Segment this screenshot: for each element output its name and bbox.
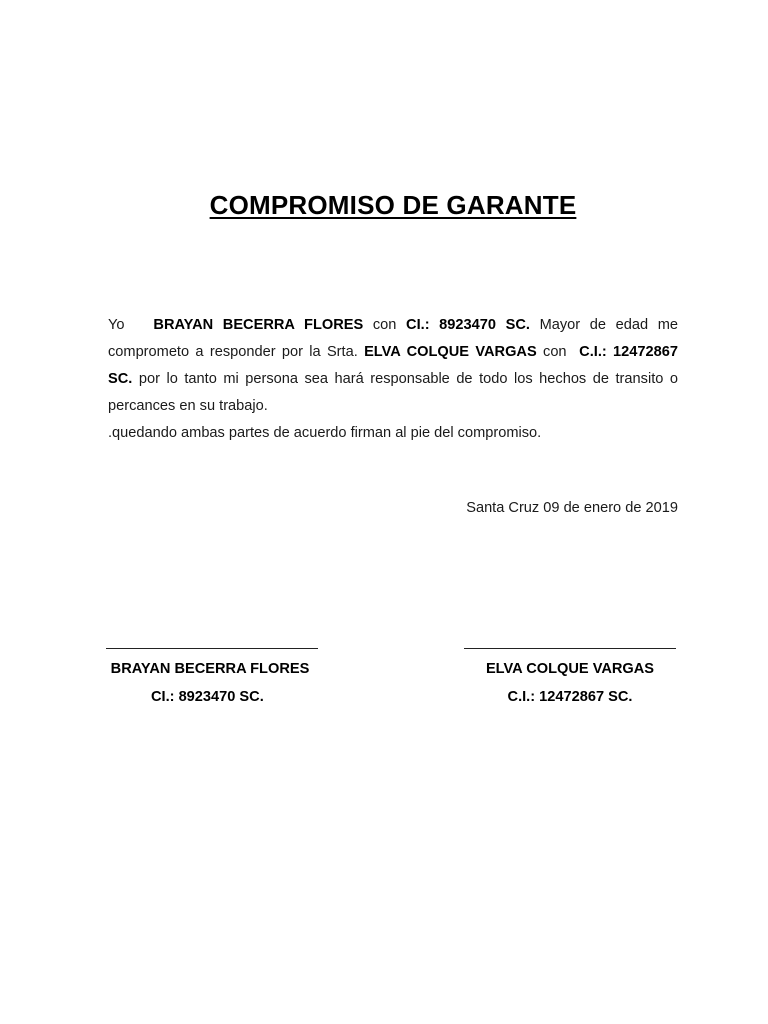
paragraph-con-1: con (372, 317, 397, 333)
signature-id-right: C.I.: 12472867 SC. (507, 689, 633, 705)
signature-id-left: CI.: 8923470 SC. (151, 689, 264, 705)
paragraph-text-2: por lo tanto mi persona sea hará responsable de todo los hechos de transito o percances en su trabajo. (108, 371, 678, 414)
closing-line: .quedando ambas partes de acuerdo firman al pie del compromiso. (108, 425, 542, 441)
paragraph-text-1: Mayor de edad me comprometo a responder por la Srta. (108, 317, 679, 360)
guarantor-name: BRAYAN BECERRA FLORES (153, 317, 364, 333)
guarantor-ci: CI.: 8923470 SC. (406, 317, 530, 333)
paragraph-yo: Yo (108, 317, 125, 333)
beneficiary-ci: C.I.: 12472867 SC. (108, 344, 678, 387)
document-body (108, 312, 678, 447)
document-date: Santa Cruz 09 de enero de 2019 (466, 500, 678, 516)
signature-line-right (464, 648, 676, 649)
beneficiary-name: ELVA COLQUE VARGAS (364, 344, 537, 360)
signature-name-left: BRAYAN BECERRA FLORES (110, 661, 310, 677)
signature-block-right (460, 630, 680, 707)
document-title: COMPROMISO DE GARANTE (209, 190, 577, 220)
signature-line-left (106, 648, 318, 649)
paragraph-con-2: con (543, 344, 567, 360)
main-paragraph (108, 312, 678, 420)
signature-block-left (106, 630, 314, 707)
signature-name-right: ELVA COLQUE VARGAS (485, 661, 655, 677)
